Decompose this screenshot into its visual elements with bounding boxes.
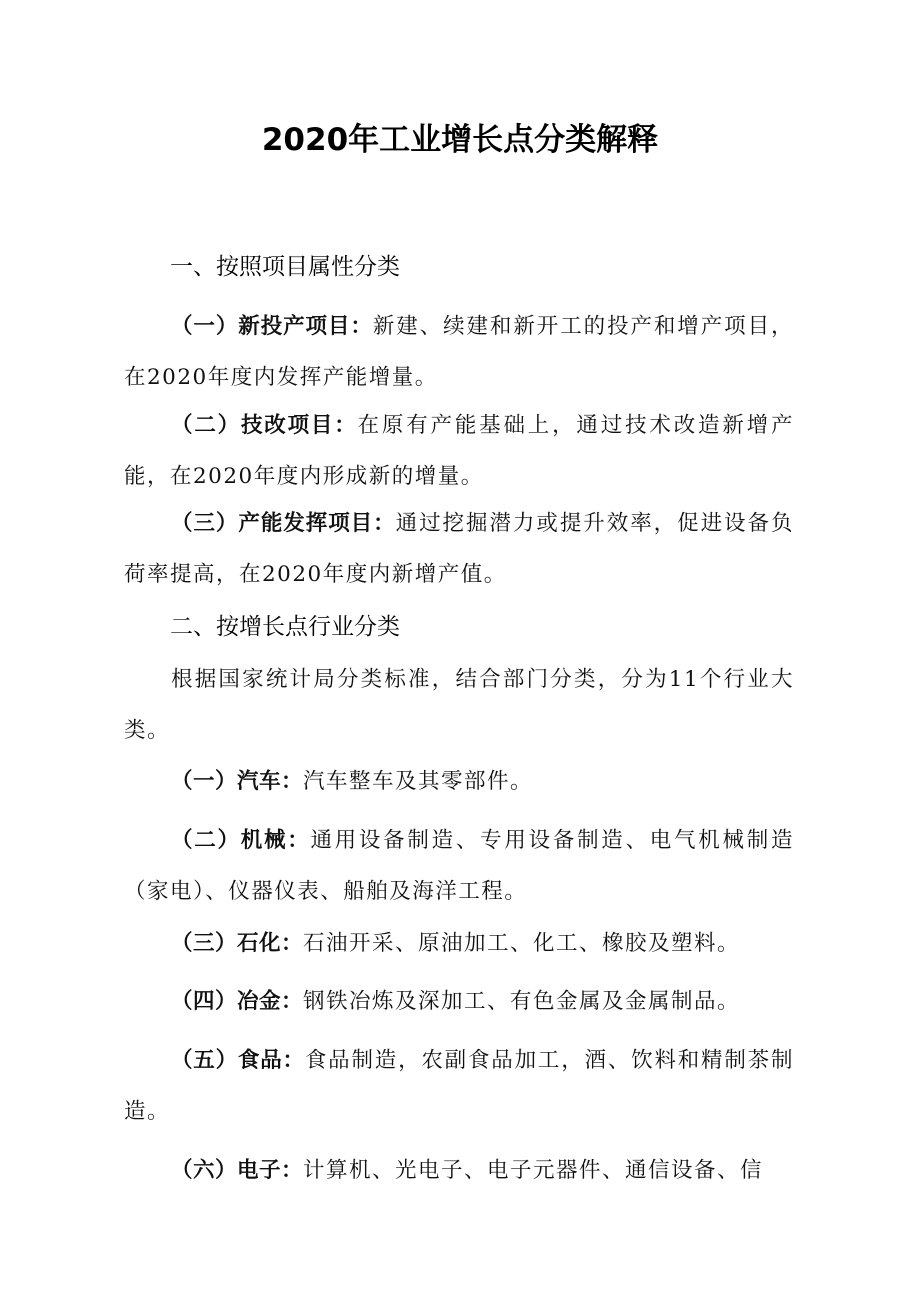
item-label: （一）汽车： [171, 769, 304, 794]
section1-item-2 [124, 400, 794, 502]
section2-item-6 [124, 1145, 794, 1196]
item-text: 计算机、光电子、电子元器件、通信设备、信 [303, 1158, 764, 1183]
item-label: （五）食品： [171, 1048, 305, 1073]
item-text: 通过挖掘潜力或提升效率，促进设备负荷率提高，在2020年度内新增产值。 [124, 511, 794, 587]
section1-item-3 [124, 498, 794, 600]
item-text: 汽车整车及其零部件。 [303, 769, 534, 794]
item-label: （一）新投产项目： [171, 314, 373, 339]
item-label: （四）冶金： [171, 989, 304, 1014]
item-label: （二）机械： [171, 828, 311, 853]
document-title: 2020年工业增长点分类解释 [261, 122, 659, 158]
item-text: 在原有产能基础上，通过技术改造新增产能，在2020年度内形成新的增量。 [124, 413, 794, 489]
item-text: 食品制造，农副食品加工，酒、饮料和精制茶制造。 [124, 1048, 794, 1124]
section2-item-3 [124, 918, 794, 969]
section2-item-2 [124, 815, 794, 917]
item-label: （六）电子： [171, 1158, 304, 1183]
section2-item-4 [124, 976, 794, 1027]
item-label: （三）石化： [171, 931, 304, 956]
item-text: 钢铁冶炼及深加工、有色金属及金属制品。 [303, 989, 741, 1014]
item-text: 通用设备制造、专用设备制造、电气机械制造（家电）、仪器仪表、船舶及海洋工程。 [124, 828, 794, 904]
section2-intro: 根据国家统计局分类标准，结合部门分类，分为11个行业大类。 [124, 667, 794, 743]
item-label: （三）产能发挥项目： [171, 511, 396, 536]
item-text: 石油开采、原油加工、化工、橡胶及塑料。 [303, 931, 741, 956]
section1-item-1 [124, 301, 794, 403]
item-label: （二）技改项目： [171, 413, 358, 438]
section2-item-1 [124, 756, 794, 807]
section2-item-5 [124, 1035, 794, 1137]
section2-heading: 二、按增长点行业分类 [170, 614, 400, 640]
section1-heading: 一、按照项目属性分类 [170, 254, 400, 280]
item-text: 新建、续建和新开工的投产和增产项目，在2020年度内发挥产能增量。 [124, 314, 794, 390]
